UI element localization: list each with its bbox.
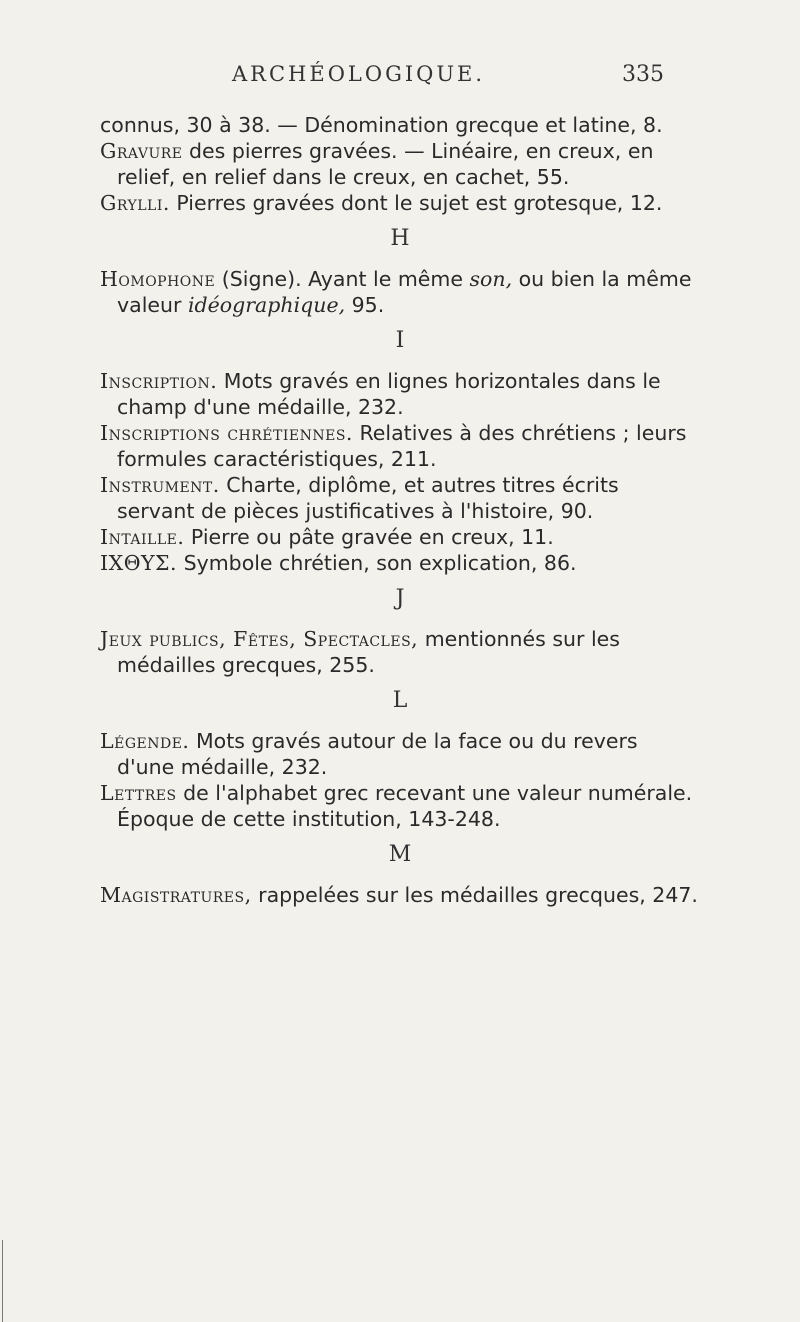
entry-text: Symbole chrétien, son explication, 86. bbox=[177, 551, 577, 575]
index-entry bbox=[100, 882, 700, 908]
entry-text: Pierre ou pâte gravée en creux, 11. bbox=[184, 525, 554, 549]
entry-text: mentionnés sur les médailles grecques, 255. bbox=[117, 627, 620, 677]
entry-head: Jeux publics, Fêtes, Spectacles, bbox=[100, 627, 419, 651]
entry-text: 95. bbox=[345, 293, 385, 317]
entry-head: ΙΧΘΥΣ. bbox=[100, 551, 178, 575]
index-entry bbox=[100, 728, 700, 780]
entry-text: de l'alphabet grec recevant une valeur numérale. Époque de cette institution, 143-248. bbox=[117, 781, 693, 831]
index-body bbox=[100, 112, 700, 908]
entry-text: ou bien la même valeur bbox=[117, 267, 692, 317]
entry-head: Inscriptions chrétiennes. bbox=[100, 421, 353, 445]
entry-head: Légende. bbox=[100, 729, 190, 753]
page-header bbox=[0, 62, 800, 96]
section-letter-h: H bbox=[390, 226, 410, 251]
entry-text: Pierres gravées dont le sujet est grotesque, 12. bbox=[169, 191, 663, 215]
index-entry bbox=[100, 138, 700, 190]
entry-text: connus, 30 à 38. — Dénomination grecque et latine, 8. bbox=[100, 113, 663, 137]
index-entry bbox=[100, 368, 700, 420]
index-entry bbox=[100, 420, 700, 472]
index-entry bbox=[100, 626, 700, 678]
entry-text: Mots gravés en lignes horizontales dans le champ d'une médaille, 232. bbox=[117, 369, 661, 419]
entry-text: (Signe). Ayant le même bbox=[215, 267, 470, 291]
entry-text: Relatives à des chrétiens ; leurs formules caractéristiques, 211. bbox=[117, 421, 687, 471]
index-entry bbox=[100, 780, 700, 832]
entry-head: Inscription. bbox=[100, 369, 218, 393]
entry-head: Grylli. bbox=[100, 191, 170, 215]
section-letter-m: M bbox=[388, 842, 412, 867]
index-entry bbox=[100, 472, 700, 524]
index-entry bbox=[100, 550, 700, 576]
entry-head: Gravure bbox=[100, 139, 183, 163]
entry-text: rappelées sur les médailles grecques, 247. bbox=[251, 883, 698, 907]
entry-head: Lettres bbox=[100, 781, 177, 805]
entry-text: Mots gravés autour de la face ou du revers d'une médaille, 232. bbox=[117, 729, 638, 779]
index-entry bbox=[100, 112, 700, 138]
entry-head: Magistratures, bbox=[100, 883, 252, 907]
margin-rule bbox=[2, 1240, 3, 1322]
running-title: ARCHÉOLOGIQUE. bbox=[232, 62, 486, 86]
entry-text: des pierres gravées. — Linéaire, en creux, en relief, en relief dans le creux, en cachet, 55. bbox=[117, 139, 654, 189]
entry-head: Homophone bbox=[100, 267, 216, 291]
index-entry bbox=[100, 524, 700, 550]
entry-text: Charte, diplôme, et autres titres écrits servant de pièces justificatives à l'histoire, 90. bbox=[117, 473, 619, 523]
index-entry bbox=[100, 190, 700, 216]
section-letter-i: I bbox=[395, 328, 405, 353]
page-number: 335 bbox=[622, 62, 664, 87]
entry-head: Instrument. bbox=[100, 473, 220, 497]
entry-italic: idéographique, bbox=[187, 293, 346, 317]
section-letter-l: L bbox=[392, 688, 408, 713]
index-entry bbox=[100, 266, 700, 318]
entry-head: Intaille. bbox=[100, 525, 185, 549]
section-letter-j: J bbox=[395, 586, 405, 611]
entry-italic: son, bbox=[469, 267, 513, 291]
